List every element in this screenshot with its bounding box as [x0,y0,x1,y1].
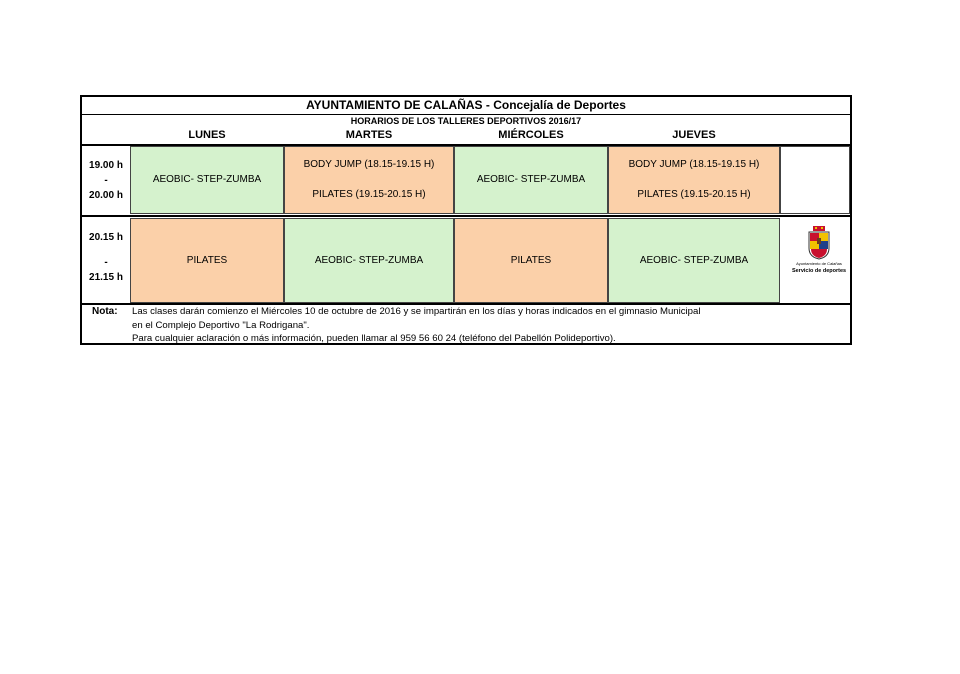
cell-miercoles-slot1 [454,146,608,214]
page-subtitle: HORARIOS DE LOS TALLERES DEPORTIVOS 2016/17 [350,116,582,126]
day-header-martes: MARTES [345,129,393,141]
time-start: 20.15 h [89,232,123,243]
coat-of-arms-icon [806,226,832,260]
note-line: Las clases darán comienzo el Miércoles 10 de octubre de 2016 y se impartirán en los días y horas indicados en el gimnasio Municipal [132,306,701,317]
time-dash: - [104,257,108,268]
class-name: PILATES (19.15-20.15 H) [312,189,426,200]
time-slot-1 [82,158,130,203]
note-label: Nota: [92,306,118,317]
class-name: BODY JUMP (18.15-19.15 H) [303,159,435,170]
time-start: 19.00 h [89,160,123,171]
class-name: PILATES [510,254,552,266]
time-end: 20.00 h [89,190,123,201]
crest-caption-small: Ayuntamiento de Calañas [796,261,842,266]
note-line: Para cualquier aclaración o más información, pueden llamar al 959 56 60 24 (teléfono del Pabellón Polideportivo). [132,333,616,344]
cell-jueves-slot2 [608,218,780,303]
day-header-lunes: LUNES [188,129,226,141]
day-header-jueves: JUEVES [672,129,716,141]
note-text [132,305,832,346]
time-dash: - [104,175,108,186]
cell-martes-slot2 [284,218,454,303]
cell-miercoles-slot2 [454,218,608,303]
class-name: AEOBIC- STEP-ZUMBA [152,174,262,185]
class-name: AEOBIC- STEP-ZUMBA [639,254,749,266]
cell-lunes-slot1 [130,146,284,214]
time-slot-2 [82,230,130,285]
class-name: PILATES [186,254,228,266]
cell-jueves-slot1 [608,146,780,214]
municipal-crest [792,226,846,284]
page-title: AYUNTAMIENTO DE CALAÑAS - Concejalía de Deportes [82,97,850,115]
cell-empty-slot1 [780,146,850,214]
time-end: 21.15 h [89,272,123,283]
divider [82,215,850,217]
note-line: en el Complejo Deportivo "La Rodrigana". [132,319,310,331]
cell-martes-slot1 [284,146,454,214]
schedule-table [80,95,852,345]
class-name: AEOBIC- STEP-ZUMBA [314,254,424,266]
class-name: PILATES (19.15-20.15 H) [637,189,751,200]
cell-lunes-slot2 [130,218,284,303]
class-name: AEOBIC- STEP-ZUMBA [476,174,586,185]
class-name: BODY JUMP (18.15-19.15 H) [628,159,760,170]
day-header-miercoles: MIÉRCOLES [498,129,564,141]
crest-caption: Servicio de deportes [791,268,847,274]
